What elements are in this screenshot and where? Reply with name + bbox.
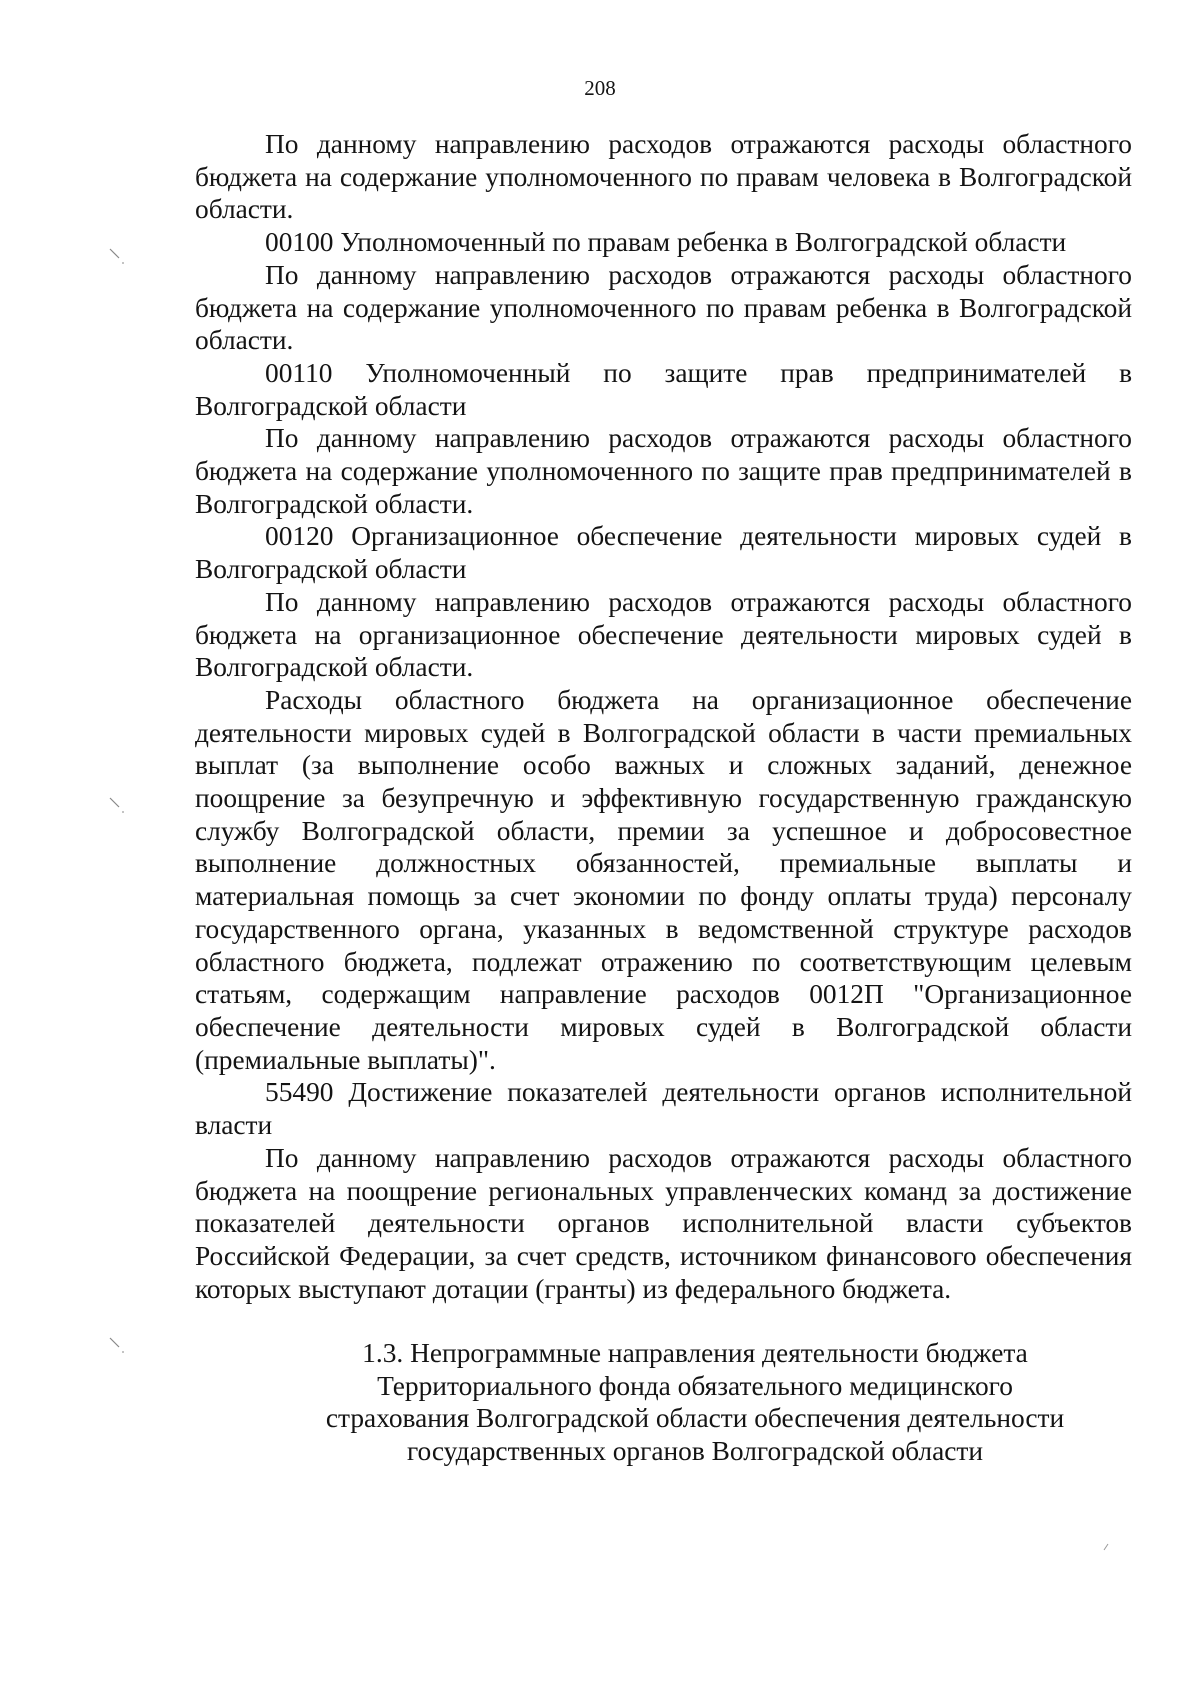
paragraph-3: По данному направлению расходов отражаются расходы областного бюджета на содержание уполномоченного по правам ребенка в Волгоградской области. <box>195 259 1132 356</box>
paragraph-4: 00110 Уполномоченный по защите прав предпринимателей в Волгоградской области <box>195 357 1132 421</box>
paragraph-5: По данному направлению расходов отражаются расходы областного бюджета на содержание уполномоченного по защите прав предпринимателей в Волгоградской области. <box>195 423 1132 519</box>
paragraph-9: 55490 Достижение показателей деятельности органов исполнительной власти <box>195 1077 1132 1141</box>
paragraph-6: 00120 Организационное обеспечение деятельности мировых судей в Волгоградской области <box>195 521 1132 585</box>
body-text <box>195 128 1132 1305</box>
paragraph-1: По данному направлению расходов отражаются расходы областного бюджета на содержание уполномоченного по правам человека в Волгоградской области. <box>195 129 1132 225</box>
scan-mark <box>108 246 128 266</box>
paragraph-7: По данному направлению расходов отражаются расходы областного бюджета на организационное обеспечение деятельности мировых судей в Волгоградской области. <box>195 586 1132 683</box>
section-heading-line-1: 1.3. Непрограммные направления деятельности бюджета <box>362 1338 1028 1368</box>
section-heading <box>255 1337 1135 1468</box>
scan-mark <box>108 1335 128 1355</box>
paragraph-10: По данному направлению расходов отражаются расходы областного бюджета на поощрение региональных управленческих команд за достижение показателей деятельности органов исполнительной власти субъектов Российской Федерации, за счет средств, источником финансового обеспечения которых выступают дотации (гранты) из федерального бюджета. <box>195 1142 1132 1304</box>
paragraph-8: Расходы областного бюджета на организационное обеспечение деятельности мировых судей в Волгоградской области в части премиальных выплат (за выполнение особо важных и сложных заданий, денежное поощрение за безупречную и эффективную государственную гражданскую службу Волгоградской области, премии за успешное и добросовестное выполнение должностных обязанностей, премиальные выплаты и материальная помощь за счет экономии по фонду оплаты труда) персоналу государственного органа, указанных в ведомственной структуре расходов областного бюджета, подлежат отражению по соответствующим целевым статьям, содержащим направление расходов 0012П "Организационное обеспечение деятельности мировых судей в Волгоградской области (премиальные выплаты)". <box>195 684 1132 1075</box>
paragraph-2: 00100 Уполномоченный по правам ребенка в Волгоградской области <box>265 227 1067 258</box>
section-heading-line-3: страхования Волгоградской области обеспечения деятельности <box>325 1403 1065 1434</box>
section-heading-line-4: государственных органов Волгоградской области <box>406 1436 984 1467</box>
page-number: 208 <box>584 76 616 100</box>
scan-mark <box>108 795 128 815</box>
scan-mark <box>1098 1536 1118 1556</box>
section-heading-line-2: Территориального фонда обязательного медицинского <box>377 1370 1013 1401</box>
